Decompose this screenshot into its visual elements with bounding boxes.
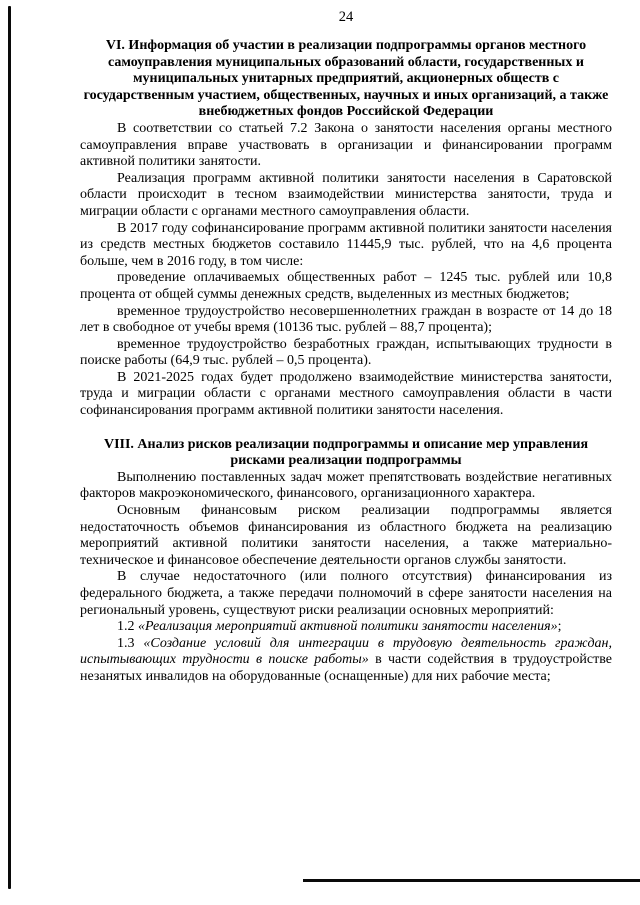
paragraph: В 2021-2025 годах будет продолжено взаимодействие министерства занятости, труда и миграции области с органами местного самоуправления области в части софинансирования программ активной политики занятости населения. [80, 369, 612, 419]
document-content [80, 38, 612, 686]
paragraph: временное трудоустройство несовершеннолетних граждан в возрасте от 14 до 18 лет в свободное от учебы время (10136 тыс. рублей – 88,7 процента); [80, 303, 612, 336]
plain-text: 1.2 [117, 619, 138, 635]
italic-text: «Создание условий для интеграции в трудовую деятельность граждан, испытывающих трудности в поиске работы» [80, 635, 613, 668]
paragraph: В случае недостаточного (или полного отсутствия) финансирования из федерального бюджета, а также передачи полномочий в сфере занятости населения на региональный уровень, существуют риски реализации основных мероприятий: [80, 569, 612, 618]
paragraph: временное трудоустройство безработных граждан, испытывающих трудности в поиске работы (64,9 тыс. рублей – 0,5 процента). [80, 336, 612, 369]
paragraph: В соответствии со статьей 7.2 Закона о занятости населения органы местного самоуправления вправе участвовать в организации и финансировании программ активной политики занятости. [80, 120, 612, 170]
scan-edge-bottom [303, 879, 640, 882]
scan-edge-left [8, 6, 11, 889]
paragraph [80, 619, 612, 636]
plain-text: ; [557, 619, 562, 635]
plain-text: в части содействия в трудоустройстве незанятых инвалидов на оборудованные (оснащенные) для них рабочие места; [80, 652, 612, 684]
section-heading: VI. Информация об участии в реализации подпрограммы органов местного самоуправления муниципальных образований области, государственных и муниципальных унитарных предприятий, акционерных обществ с государственным участием, общественных, научных и иных организаций, а также внебюджетных фондов Российской Федерации [83, 38, 609, 120]
paragraph: Реализация программ активной политики занятости населения в Саратовской области происходит в тесном взаимодействии министерства занятости, труда и миграции области с органами местного самоуправления области. [80, 170, 612, 219]
paragraph [80, 636, 612, 686]
italic-text: «Реализация мероприятий активной политики занятости населения» [138, 619, 558, 635]
paragraph: проведение оплачиваемых общественных работ – 1245 тыс. рублей или 10,8 процента от общей суммы денежных средств, выделенных из местных бюджетов; [80, 270, 612, 302]
plain-text: 1.3 [117, 635, 144, 651]
section-heading: VIII. Анализ рисков реализации подпрограммы и описание мер управления рисками реализации подпрограммы [103, 436, 589, 469]
paragraph: В 2017 году софинансирование программ активной политики занятости населения из средств местных бюджетов составило 11445,9 тыс. рублей, что на 4,6 процента больше, чем в 2016 году, в том числе: [80, 220, 612, 269]
paragraph: Основным финансовым риском реализации подпрограммы является недостаточность объемов финансирования из областного бюджета на реализацию мероприятий активной политики занятости населения, а также материально-техническое и финансовое обеспечение деятельности органов службы занятости. [80, 503, 612, 568]
paragraph: Выполнению поставленных задач может препятствовать воздействие негативных факторов макроэкономического, финансового, организационного характера. [80, 469, 612, 502]
page-number: 24 [338, 9, 354, 25]
